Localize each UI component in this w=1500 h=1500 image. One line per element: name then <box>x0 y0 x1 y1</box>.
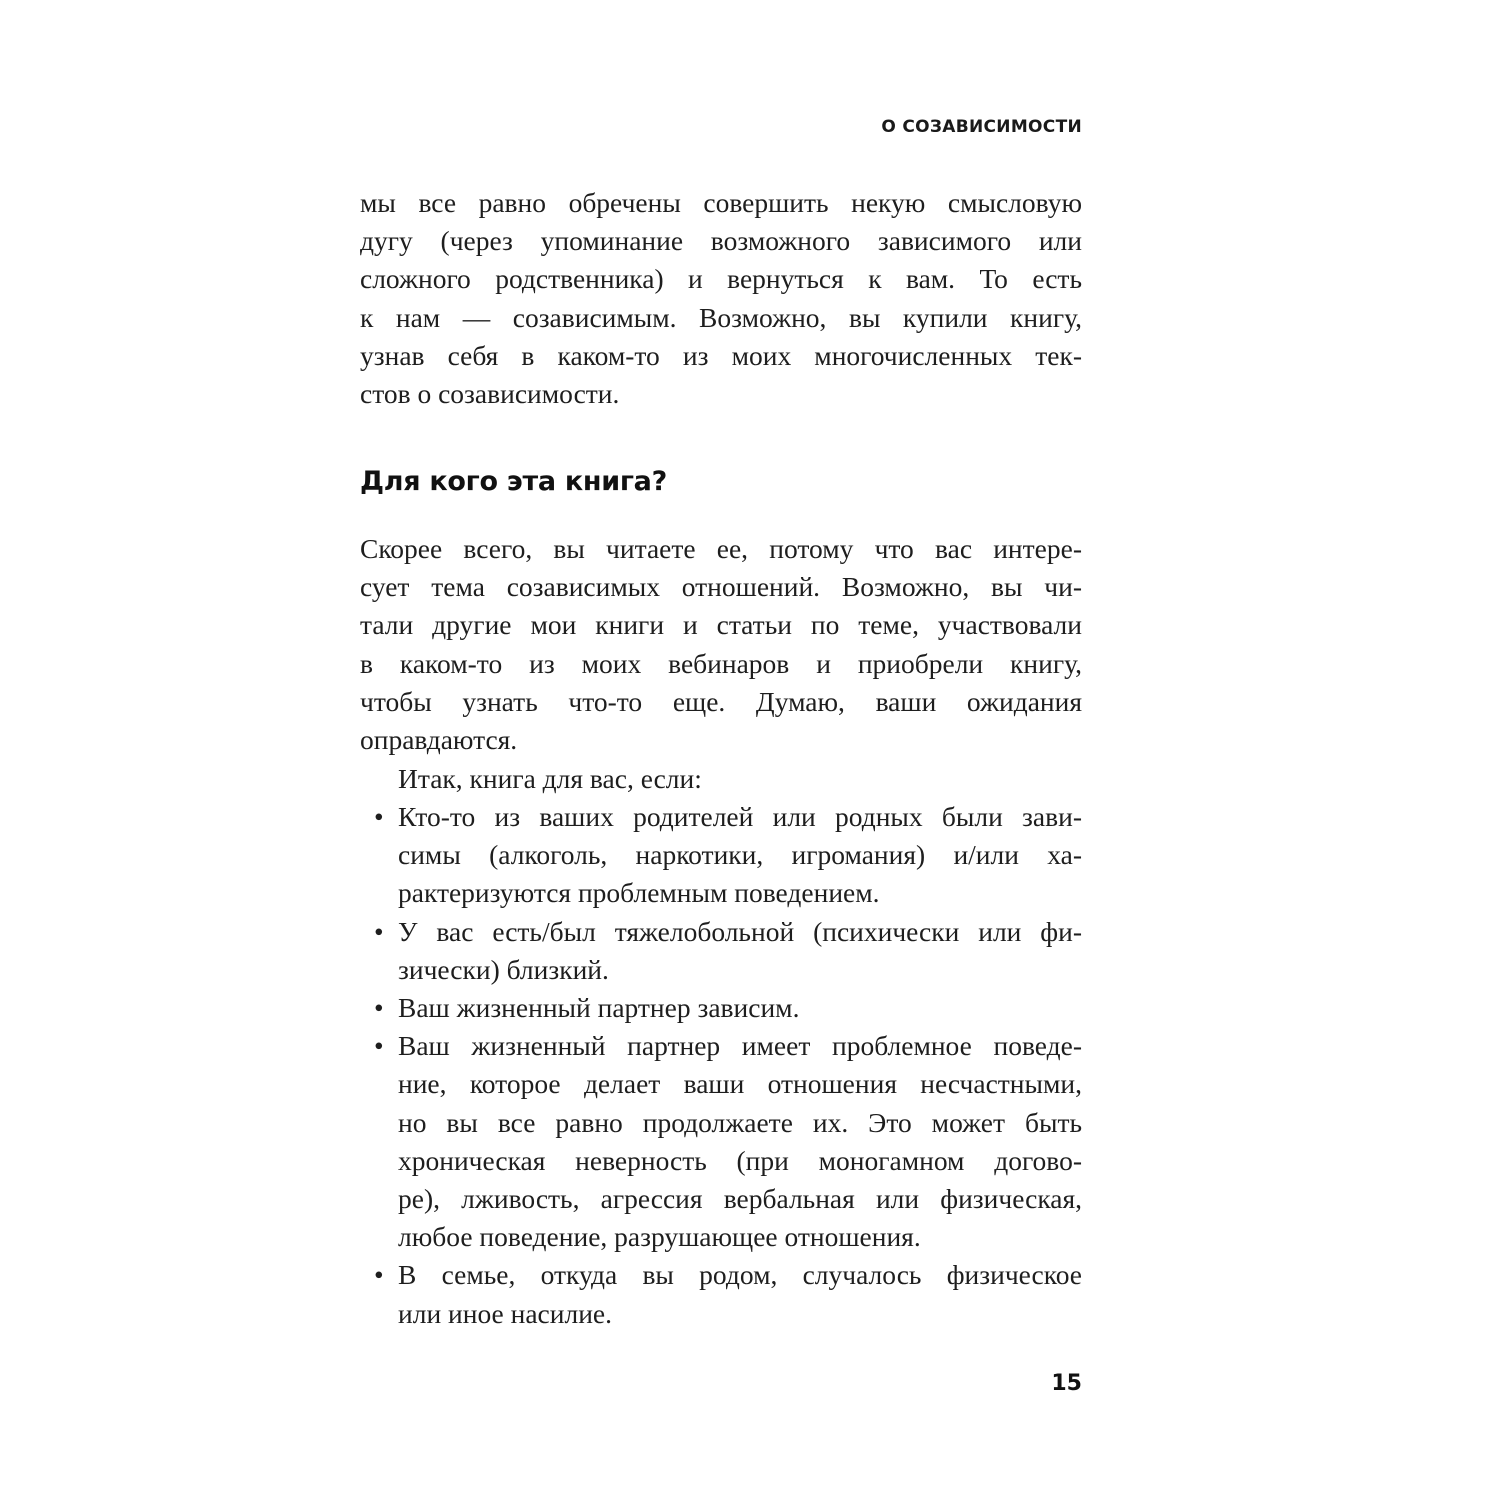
page-number: 15 <box>1051 1371 1082 1396</box>
criteria-list <box>360 798 1082 1333</box>
list-intro <box>398 760 1082 798</box>
text-line: симы (алкоголь, наркотики, игромания) и/или ха- <box>398 839 1082 871</box>
bullet-icon: • <box>374 915 384 947</box>
book-page <box>360 0 1082 1500</box>
text-line: сует тема созависимых отношений. Возможно, вы чи- <box>360 571 1082 603</box>
text-line: ре), лживость, агрессия вербальная или физическая, <box>398 1183 1082 1215</box>
list-item <box>360 1256 1082 1332</box>
bullet-icon: • <box>374 1259 384 1291</box>
text-line: в каком-то из моих вебинаров и приобрели книгу, <box>360 647 1082 679</box>
text-line: мы все равно обречены совершить некую смысловую <box>360 187 1082 218</box>
text-line: ние, которое делает ваши отношения несчастными, <box>398 1068 1082 1100</box>
text-line: Скорее всего, вы читаете ее, потому что вас интере- <box>360 533 1082 564</box>
bullet-icon: • <box>374 1030 384 1062</box>
intro-paragraph <box>360 184 1082 413</box>
text-line: У вас есть/был тяжелобольной (психически или фи- <box>398 915 1082 947</box>
text-line: тали другие мои книги и статьи по теме, участвовали <box>360 609 1082 641</box>
text-line: оправдаются. <box>360 724 518 756</box>
text-line: дугу (через упоминание возможного зависимого или <box>360 225 1082 257</box>
text-line: к нам — созависимым. Возможно, вы купили книгу, <box>360 301 1082 333</box>
text-line: чтобы узнать что-то еще. Думаю, ваши ожидания <box>360 685 1082 717</box>
text-line: рактеризуются проблемным поведением. <box>398 877 880 909</box>
text-line: В семье, откуда вы родом, случалось физическое <box>398 1259 1082 1291</box>
text-line: Итак, книга для вас, если: <box>398 763 702 794</box>
running-header: О СОЗАВИСИМОСТИ <box>881 117 1082 137</box>
list-item <box>360 913 1082 989</box>
text-line: хроническая неверность (при моногамном догово- <box>398 1144 1082 1176</box>
list-item <box>360 989 1082 1027</box>
text-line: сложного родственника) и вернуться к вам. То есть <box>360 263 1082 295</box>
text-line: Ваш жизненный партнер имеет проблемное поведе- <box>398 1030 1082 1062</box>
list-item <box>360 1027 1082 1256</box>
text-line: Ваш жизненный партнер зависим. <box>398 992 800 1024</box>
bullet-icon: • <box>374 801 384 832</box>
text-line: любое поведение, разрушающее отношения. <box>398 1221 921 1253</box>
text-line: зически) близкий. <box>398 953 609 985</box>
text-line: но вы все равно продолжаете их. Это может быть <box>398 1106 1082 1138</box>
text-line: узнав себя в каком-то из моих многочисленных тек- <box>360 339 1082 371</box>
text-line: или иное насилие. <box>398 1297 612 1329</box>
section-paragraph <box>360 530 1082 759</box>
bullet-icon: • <box>374 992 384 1024</box>
text-line: Кто-то из ваших родителей или родных были зави- <box>398 801 1082 832</box>
list-item <box>360 798 1082 913</box>
section-heading: Для кого эта книга? <box>360 466 667 497</box>
text-line: стов о созависимости. <box>360 378 620 410</box>
